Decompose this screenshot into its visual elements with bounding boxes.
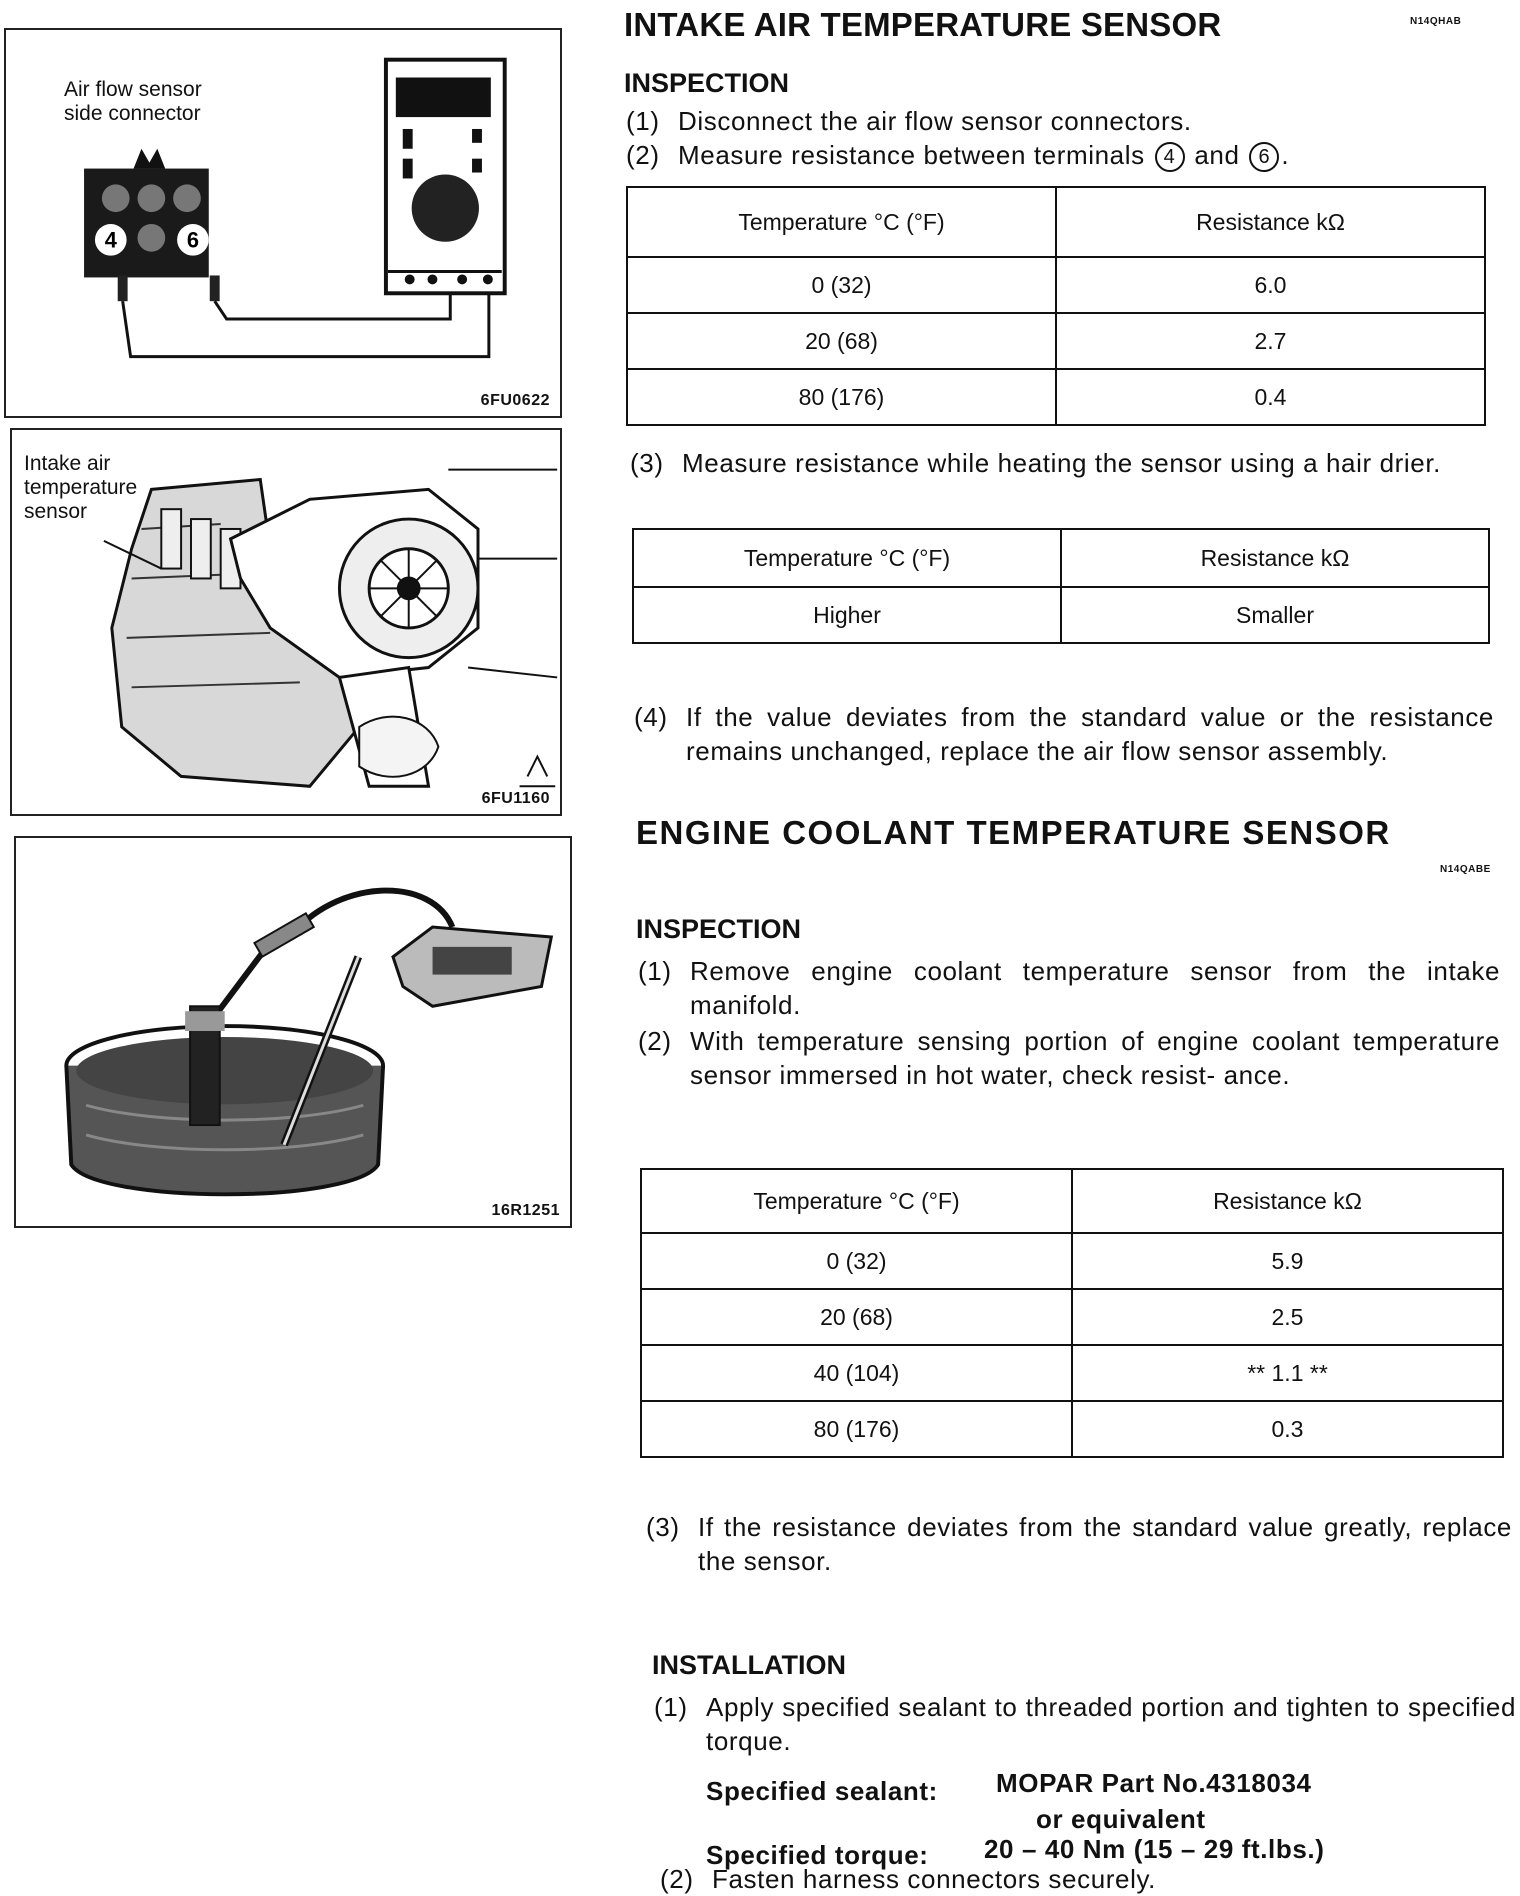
- coolant-step-2-text: With temperature sensing portion of engine coolant temperature sensor immersed in hot water, check resist- ance.: [690, 1026, 1500, 1090]
- figure-2-caption-line1: Intake air: [24, 452, 111, 475]
- column-header-temperature: Temperature °C (°F): [633, 529, 1061, 587]
- figure-3-code: 16R1251: [491, 1202, 560, 1219]
- table-cell: 80 (176): [641, 1401, 1072, 1457]
- table-cell: 2.7: [1056, 313, 1485, 369]
- table-cell: Higher: [633, 587, 1061, 643]
- intake-step-4: [634, 700, 1494, 768]
- coolant-step-1: [638, 954, 1500, 1022]
- table-header-row: [633, 529, 1489, 587]
- coolant-step-1-text: Remove engine coolant temperature sensor from the intake manifold.: [690, 956, 1500, 1020]
- intake-step-1-number: (1): [626, 106, 660, 136]
- intake-step-2-text: Measure resistance between terminals: [678, 140, 1145, 170]
- sealant-value-alt: or equivalent: [1036, 1804, 1206, 1834]
- hot-water-test-illustration: [16, 838, 570, 1226]
- figure-1-caption-line1: Air flow sensor: [64, 78, 202, 101]
- terminal-6-marker: 6: [1249, 142, 1279, 172]
- intake-step-4-number: (4): [634, 702, 668, 732]
- figure-2-caption-line2: temperature: [24, 476, 138, 499]
- coolant-step-2-number: (2): [638, 1026, 672, 1056]
- intake-step-2-number: (2): [626, 140, 660, 170]
- table-row: [641, 1289, 1503, 1345]
- table-header-row: [627, 187, 1485, 257]
- table-cell: Smaller: [1061, 587, 1489, 643]
- table-cell: 20 (68): [641, 1289, 1072, 1345]
- figure-1-caption-line2: side connector: [64, 102, 201, 125]
- table-row: [633, 587, 1489, 643]
- table-cell: 40 (104): [641, 1345, 1072, 1401]
- coolant-step-3-text: If the resistance deviates from the standard value greatly, replace the sensor.: [698, 1512, 1512, 1576]
- column-header-temperature: Temperature °C (°F): [627, 187, 1056, 257]
- table-cell: 2.5: [1072, 1289, 1503, 1345]
- intake-inspection-heading: INSPECTION: [624, 68, 790, 98]
- coolant-step-3-number: (3): [646, 1512, 680, 1542]
- intake-step-1-text: Disconnect the air flow sensor connectors.: [678, 106, 1192, 136]
- column-header-temperature: Temperature °C (°F): [641, 1169, 1072, 1233]
- column-header-resistance: Resistance kΩ: [1072, 1169, 1503, 1233]
- intake-step-3-number: (3): [630, 448, 664, 478]
- installation-heading: INSTALLATION: [652, 1650, 846, 1680]
- intake-resistance-table: [626, 186, 1486, 426]
- table-cell: 5.9: [1072, 1233, 1503, 1289]
- table-row: [641, 1401, 1503, 1457]
- table-row: [641, 1345, 1503, 1401]
- table-row: [641, 1233, 1503, 1289]
- coolant-section-code: N14QABE: [1440, 864, 1491, 875]
- figure-hot-water-test: [14, 836, 572, 1228]
- figure-multimeter-connector: [4, 28, 562, 418]
- intake-section-code: N14QHAB: [1410, 16, 1462, 27]
- intake-step-2-and: and: [1194, 140, 1240, 170]
- table-row: [627, 313, 1485, 369]
- installation-step-1-number: (1): [654, 1692, 688, 1722]
- table-cell: 0.4: [1056, 369, 1485, 425]
- intake-step-1: [626, 104, 1486, 138]
- terminal-4-marker: 4: [1155, 142, 1185, 172]
- torque-label: Specified torque:: [706, 1840, 929, 1870]
- installation-step-1: [654, 1690, 1516, 1758]
- coolant-step-2: [638, 1024, 1500, 1092]
- coolant-step-1-number: (1): [638, 956, 672, 986]
- table-row: [627, 257, 1485, 313]
- sealant-value: MOPAR Part No.4318034: [996, 1768, 1312, 1798]
- figure-2-code: 6FU1160: [481, 790, 550, 807]
- pin-6-label: 6: [186, 227, 199, 253]
- table-cell: 0 (32): [627, 257, 1056, 313]
- installation-step-1-text: Apply specified sealant to threaded portion and tighten to specified torque.: [706, 1692, 1516, 1756]
- table-cell: 20 (68): [627, 313, 1056, 369]
- column-header-resistance: Resistance kΩ: [1061, 529, 1489, 587]
- table-row: [627, 369, 1485, 425]
- table-cell: ** 1.1 **: [1072, 1345, 1503, 1401]
- figure-2-caption-line3: sensor: [24, 500, 88, 523]
- intake-step-3: [630, 446, 1488, 480]
- table-header-row: [641, 1169, 1503, 1233]
- pin-4-label: 4: [104, 227, 117, 253]
- figure-hair-drier: [10, 428, 562, 816]
- coolant-step-3: [646, 1510, 1512, 1578]
- table-cell: 6.0: [1056, 257, 1485, 313]
- coolant-resistance-table: [640, 1168, 1504, 1458]
- table-cell: 80 (176): [627, 369, 1056, 425]
- intake-section-title: INTAKE AIR TEMPERATURE SENSOR: [624, 6, 1222, 43]
- figure-1-code: 6FU0622: [480, 392, 550, 409]
- table-cell: 0 (32): [641, 1233, 1072, 1289]
- installation-step-2-text: Fasten harness connectors securely.: [712, 1864, 1156, 1894]
- intake-step-2: [626, 138, 1486, 172]
- intake-step-3-text: Measure resistance while heating the sensor using a hair drier.: [682, 448, 1441, 478]
- intake-step-4-text: If the value deviates from the standard value or the resistance remains unchanged, replace the air flow sensor assembly.: [686, 702, 1494, 766]
- intake-step-2-end: .: [1281, 140, 1290, 170]
- table-cell: 0.3: [1072, 1401, 1503, 1457]
- intake-heating-table: [632, 528, 1490, 644]
- installation-step-2: [660, 1862, 1520, 1896]
- coolant-inspection-heading: INSPECTION: [636, 914, 802, 944]
- coolant-section-title: ENGINE COOLANT TEMPERATURE SENSOR: [636, 814, 1391, 851]
- installation-step-2-number: (2): [660, 1864, 694, 1894]
- column-header-resistance: Resistance kΩ: [1056, 187, 1485, 257]
- sealant-label: Specified sealant:: [706, 1776, 938, 1806]
- torque-value: 20 – 40 Nm (15 – 29 ft.lbs.): [984, 1834, 1325, 1864]
